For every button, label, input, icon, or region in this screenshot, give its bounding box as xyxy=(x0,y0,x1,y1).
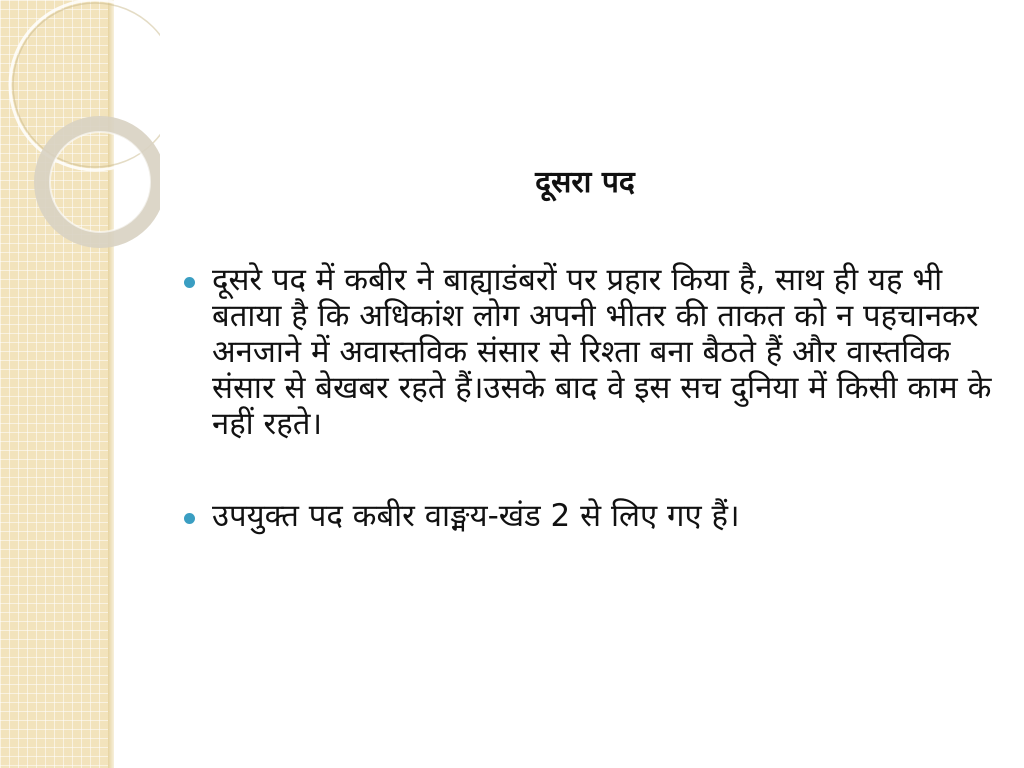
bullet-dot-icon xyxy=(184,513,195,524)
slide-title: दूसरा पद xyxy=(535,165,635,200)
decorative-rings xyxy=(0,0,160,320)
thick-ring-inner xyxy=(50,132,150,232)
thick-ring xyxy=(42,124,158,240)
bullet-dot-icon xyxy=(184,277,195,288)
bullet-list xyxy=(182,262,994,534)
bullet-item xyxy=(182,262,994,442)
bullet-item xyxy=(182,498,994,534)
bullet-text: उपयुक्त पद कबीर वाङ्मय-खंड 2 से लिए गए हैं। xyxy=(212,498,740,534)
bullet-text: दूसरे पद में कबीर ने बाह्याडंबरों पर प्रहार किया है, साथ ही यह भी बताया है कि अधिकांश लोग अपनी भीतर की ताकत को न पहचानकर अनजाने में अवास्तविक संसार से रिश्ता बना बैठते हैं और वास्तविक संसार से बेखबर रहते हैं।उसके बाद वे इस सच दुनिया में किसी काम के नहीं रहते। xyxy=(212,262,992,442)
